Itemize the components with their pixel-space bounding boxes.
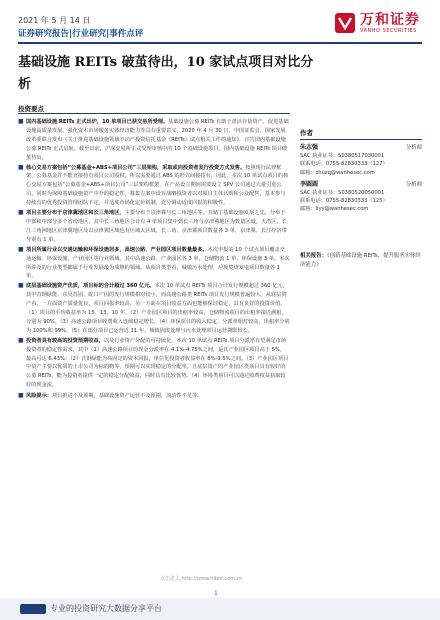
bullet-item — [18, 209, 290, 245]
analyst-name: 李圆圆 — [300, 180, 319, 188]
bullet-text: 主要分布于京津冀与长三角地区等，且储了基础设施发展之先。分布于中部和中部分多个省份地区，其中长三角地区合计有 4 单项目集中到长三角与京津冀地区为数量区域，大湾区、长江三角洲地区京津冀地区及以京津冀区域也有区域大区域，长三角、京津冀项目数量各 3 单，京津冀、长江经济带分别有 1 单。 — [26, 210, 287, 243]
bullet-icon: ■ — [18, 245, 24, 253]
bullet-item — [18, 282, 290, 335]
bullet-lead: 风险提示： — [26, 393, 52, 400]
analyst-card — [300, 144, 422, 177]
bullet-text: 项目推进不及预期，基础设施资产运营不及预期，流动性不足等。 — [51, 393, 203, 400]
header-divider — [18, 42, 422, 44]
related-label: 相关报告： — [300, 253, 327, 259]
analyst-role: 分析师 — [405, 181, 422, 188]
bullet-text: 本次 10 单试点 REITs 项目合计发行规模超过 360 亿元，其中首钢绿能、东吴苏园、蛇口产园的发行规模相对较小，而高速公路类 REITs 项目发行规模普遍较大。从底层资产看，一方面资产质量优良，项目回报率较高，另一方面在项目收益方面也能够保证稳定，具有良好的投资价值。（1）项目的平均收益率为 15、13、10 年。（2）产业园区项目的出租率较高，仓储物流项目的出租率接近满租，分别为 90%。（3）高速公路项目收费收入连续稳定增长。（4）环保项目的收入稳定，分派率相对较高，出租率分别为 100%和 99%。（5）在部分项目已运营近 11 年，城镇固废处理与污水处理项目运营期限较长。 — [26, 283, 290, 334]
bullet-lead: 项目所属行业以交通运输和环保设施居多，高速公路、产业园区项目数量最多。 — [26, 246, 208, 253]
analyst-email[interactable]: 邮箱：zhuzq@wanhesec.com — [300, 169, 375, 176]
bullet-icon: ■ — [18, 163, 24, 171]
bullet-lead: 投资者具有较高的投资预期收益， — [26, 337, 104, 344]
bullet-lead: 底层基础设施资产优质，项目标的合计超过 360 亿元。 — [26, 283, 155, 290]
related-reports — [300, 252, 422, 270]
bullet-item — [18, 118, 290, 163]
bullet-lead: 项目主要分布于京津冀地区和长三角地区， — [26, 210, 125, 217]
bullet-icon: ■ — [18, 118, 24, 125]
watermark-text: 专业的投资研究大数据分享平台 — [50, 604, 162, 613]
footer-site-link[interactable]: 点击进入 http://www.hibor.com.cn — [160, 576, 243, 582]
report-category: 证券研究报告|行业研究|事件点评 — [18, 29, 144, 39]
bullet-item — [18, 164, 290, 209]
page-number: 1 — [214, 590, 218, 597]
report-title: 基础设施 REITs 破茧待出，10 家试点项目对比分析 — [18, 55, 314, 92]
vanho-logo-icon — [334, 12, 356, 34]
sidebar-heading: 作者 — [300, 128, 422, 140]
main-content — [18, 118, 290, 402]
analyst-name: 朱志强 — [300, 144, 319, 151]
brand-logo — [334, 12, 420, 34]
analyst-role: 分析师 — [405, 145, 422, 151]
footer-watermark — [20, 603, 162, 614]
bullet-lead: 核心交易方案包括“公募基金+ABS+项目公司”三层架构，采取或向投资者发行投资方式发售。 — [26, 164, 246, 171]
logo-cn-text: 万和证券 — [360, 11, 420, 28]
bullet-icon: ■ — [18, 336, 24, 344]
bullet-icon: ■ — [18, 282, 24, 290]
author-sidebar — [300, 128, 422, 214]
bullet-item — [18, 337, 290, 390]
bullet-icon: ■ — [18, 209, 24, 217]
hibor-logo-icon — [20, 604, 46, 614]
bullet-lead: 国内基础设施 REITs 正式出炉，10 单项目已获交易所受理。 — [26, 119, 169, 125]
bullet-item — [18, 246, 290, 282]
bullet-text: 按照现行法律框架，公募基金并不能直接持有项目公司股权，所以需要通过 ABS 的形式间接持有，因此，本次 10 单试点项目的核心交易方案包括“公募基金+ABS+项目公司”三层架构框架。在产品设立期间需要设立 SPV 公司通过大量引进公司，同时为保障基础设施资产中介的稳定性，募集方案中设有战略投资者以对项目主体认购和公众配售，基本参与持续有的优秀投资管理团队不定，并适度市场化定价机制，充分调动适度回报的积极性。 — [26, 164, 289, 207]
report-date: 2021 年 5 月 14 日 — [18, 16, 91, 25]
analyst-email[interactable]: 邮箱：liyy@wanhesec.com — [300, 206, 369, 213]
bullet-icon: ■ — [18, 392, 24, 400]
section-divider — [18, 113, 290, 114]
analyst-phone: 联系电话：0755-82830333（125） — [300, 198, 388, 205]
section-heading: 投资要点 — [18, 105, 44, 113]
related-report-link[interactable]: 《创新基础设施 REITs，提升服务实体经济能力》 — [300, 253, 421, 268]
analyst-card — [300, 181, 422, 214]
bullet-text: 本次申报的 10 个试点项目覆盖交通运输、环保设施、产业园区等行业领域，其中高速公路、产业园区各 3 单，仓储物流 1 单，环保设施 3 单，本次所涉及的行业类型都属于行业发展最为成熟的领域。从项目类型看，城镇污水处理、垃圾焚烧发电项目数量各 1 单。 — [26, 246, 290, 280]
analyst-sac: SAC 执业证书：S0380517030001 — [300, 153, 385, 160]
bullet-text: 基础设施公募 REITs 有助于盘活存量资产，促进基础设施高质量发展，强化资本市场服务实体经济能力等具有重要意义。2020 年 4 月 30 日，中国证监会、国家发展改革委联合发布《关于推进基础设施领域不动产投资信托基金（REITs）试点相关工作的通知》，宣告国内基础设施公募 REITs 正式启航。截至日前，沪深交易所正式受理审核中的 10 个基础设施项目，国内基础设施 REITs 项目破茧待出。 — [26, 119, 289, 161]
logo-en-text: VANHO SECURITIES — [360, 27, 417, 34]
risk-warning — [18, 392, 290, 401]
analyst-phone: 联系电话：0755-82830333（127） — [300, 161, 388, 168]
bullet-text: 以及行业资产分配的可持续化。本次 10 单试点 REITs 项目分派率有望满足市场投资者的稳定性需求，其中（1）高速公路项目的现金分派率在 4.1%-4.75%之间，是其产业园区项目高于 5%，最高可达 6.43%；（2）首钢绿能为高固定的资本回报，单位化投资者收益率在 8%-9.5%之间。（3）产业园区项目中资产主要以优质的上市公司为标的物等，预期可以实现稳定的分配率，且底层资产的产业园区类项目具有较好的公募 REITs，能为投资者提供一定的稳定分配收益，同时具有比较优势。（4）环境类项目可以通过收费权益获取较好的现金流。 — [26, 337, 289, 389]
analyst-sac: SAC 执业证书：S0380520050001 — [300, 190, 385, 197]
